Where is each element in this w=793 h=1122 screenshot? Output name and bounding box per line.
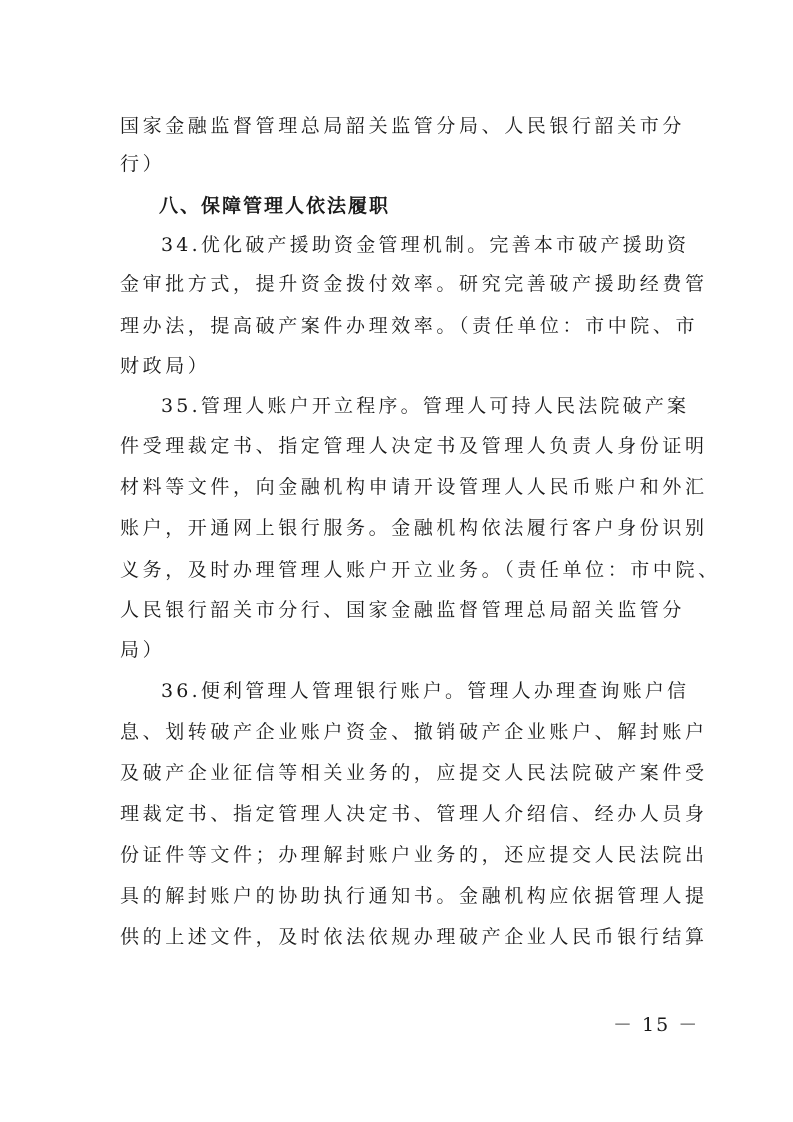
- body-text-line: 行）: [120, 153, 166, 175]
- body-text-line: 材料等文件，向金融机构申请开设管理人人民币账户和外汇: [120, 476, 708, 498]
- body-text-line: 供的上述文件，及时依法依规办理破产企业人民币银行结算: [120, 926, 708, 948]
- page-number: － 15 －: [613, 1014, 700, 1036]
- body-text-line: 件受理裁定书、指定管理人决定书及管理人负责人身份证明: [120, 435, 708, 457]
- body-text-line: 具的解封账户的协助执行通知书。金融机构应依据管理人提: [120, 885, 708, 907]
- body-text-line: 及破产企业征信等相关业务的，应提交人民法院破产案件受: [120, 762, 708, 784]
- body-text-line: 财政局）: [120, 355, 211, 377]
- body-text-line: 国家金融监督管理总局韶关监管分局、人民银行韶关市分: [120, 115, 686, 137]
- body-text-line: 理裁定书、指定管理人决定书、管理人介绍信、经办人员身: [120, 803, 708, 825]
- body-text-line: 理办法，提高破产案件办理效率。（责任单位：市中院、市: [120, 315, 699, 337]
- paragraph-first-line: 36.便利管理人管理银行账户。管理人办理查询账户信: [161, 680, 690, 702]
- body-text-line: 息、划转破产企业账户资金、撤销破产企业账户、解封账户: [120, 721, 708, 743]
- paragraph-first-line: 35.管理人账户开立程序。管理人可持人民法院破产案: [161, 395, 690, 417]
- paragraph-first-line: 34.优化破产援助资金管理机制。完善本市破产援助资: [161, 234, 690, 256]
- body-text-line: 账户，开通网上银行服务。金融机构依法履行客户身份识别: [120, 517, 708, 539]
- body-text-line: 人民银行韶关市分行、国家金融监督管理总局韶关监管分: [120, 599, 686, 621]
- section-heading: 八、保障管理人依法履职: [159, 195, 391, 217]
- body-text-line: 义务，及时办理管理人账户开立业务。（责任单位：市中院、: [120, 559, 721, 581]
- body-text-line: 局）: [120, 639, 166, 661]
- body-text-line: 份证件等文件；办理解封账户业务的，还应提交人民法院出: [120, 844, 708, 866]
- body-text-line: 金审批方式，提升资金拨付效率。研究完善破产援助经费管: [120, 273, 708, 295]
